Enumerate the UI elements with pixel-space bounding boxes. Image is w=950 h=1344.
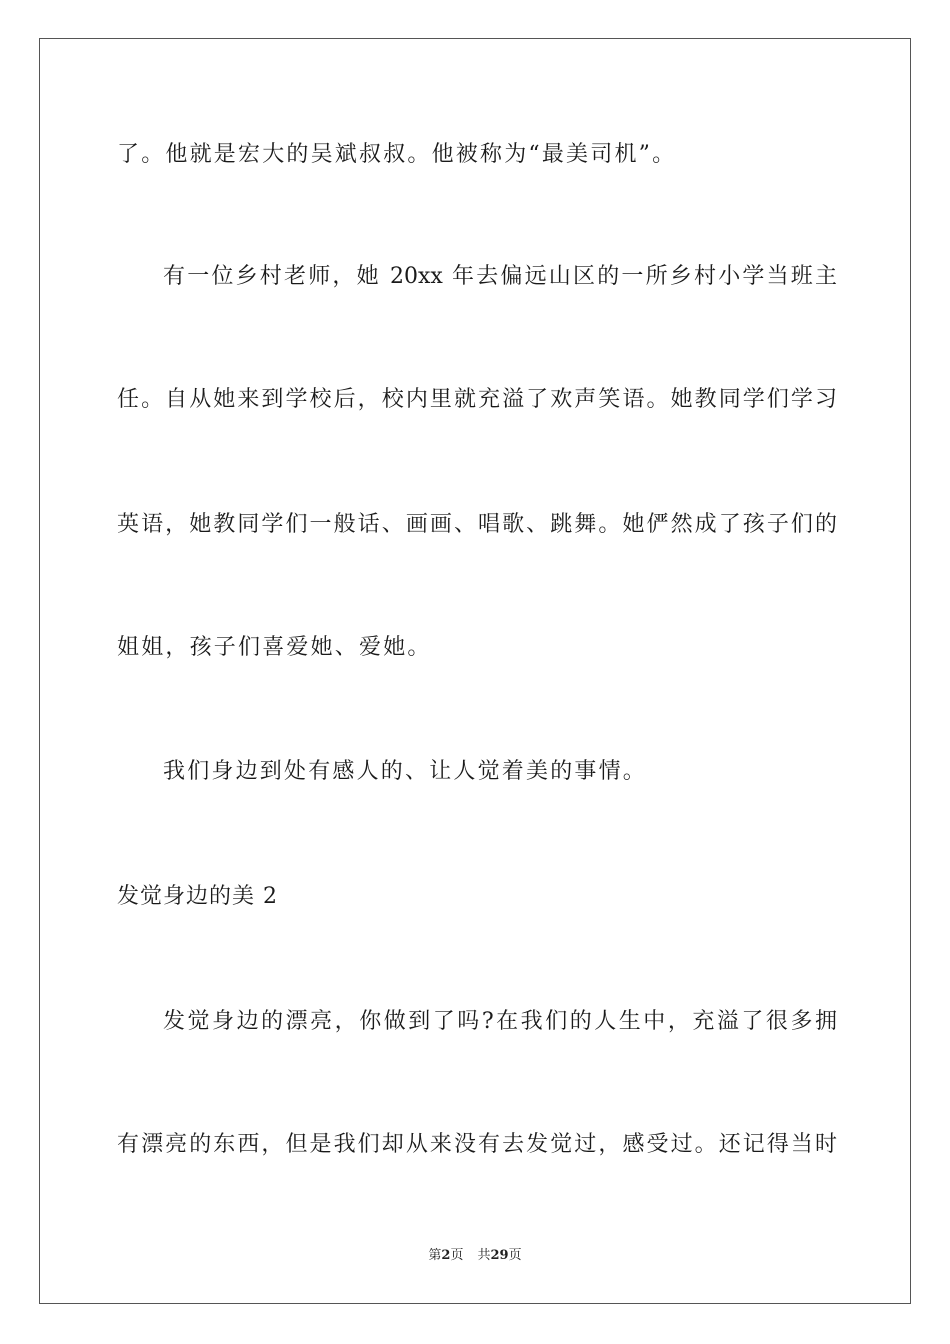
footer-page-prefix: 第 bbox=[428, 1248, 442, 1263]
footer-total-suffix: 页 bbox=[508, 1248, 522, 1263]
footer-page-number: 2 bbox=[441, 1248, 451, 1263]
page-footer bbox=[0, 1247, 950, 1265]
footer-total-pages: 29 bbox=[490, 1248, 509, 1263]
paragraph-first-line: 我们身边到处有感人的、让人觉着美的事情。 bbox=[163, 759, 648, 784]
text-line: 姐姐，孩子们喜爱她、爱她。 bbox=[117, 635, 432, 660]
paragraph-first-line: 有一位乡村老师，她 20xx 年去偏远山区的一所乡村小学当班主 bbox=[163, 264, 837, 289]
text-line: 任。自从她来到学校后，校内里就充溢了欢声笑语。她教同学们学习 bbox=[117, 387, 837, 412]
page-frame bbox=[39, 38, 911, 1304]
footer-total-prefix: 共 bbox=[477, 1248, 491, 1263]
footer-page-suffix: 页 bbox=[450, 1248, 464, 1263]
paragraph-first-line: 发觉身边的漂亮，你做到了吗?在我们的人生中，充溢了很多拥 bbox=[163, 1009, 837, 1034]
text-line: 有漂亮的东西，但是我们却从来没有去发觉过，感受过。还记得当时 bbox=[117, 1132, 837, 1157]
text-line: 英语，她教同学们一般话、画画、唱歌、跳舞。她俨然成了孩子们的 bbox=[117, 512, 837, 537]
text-line: 了。他就是宏大的吴斌叔叔。他被称为“最美司机”。 bbox=[117, 142, 677, 167]
section-heading: 发觉身边的美 2 bbox=[117, 884, 278, 909]
